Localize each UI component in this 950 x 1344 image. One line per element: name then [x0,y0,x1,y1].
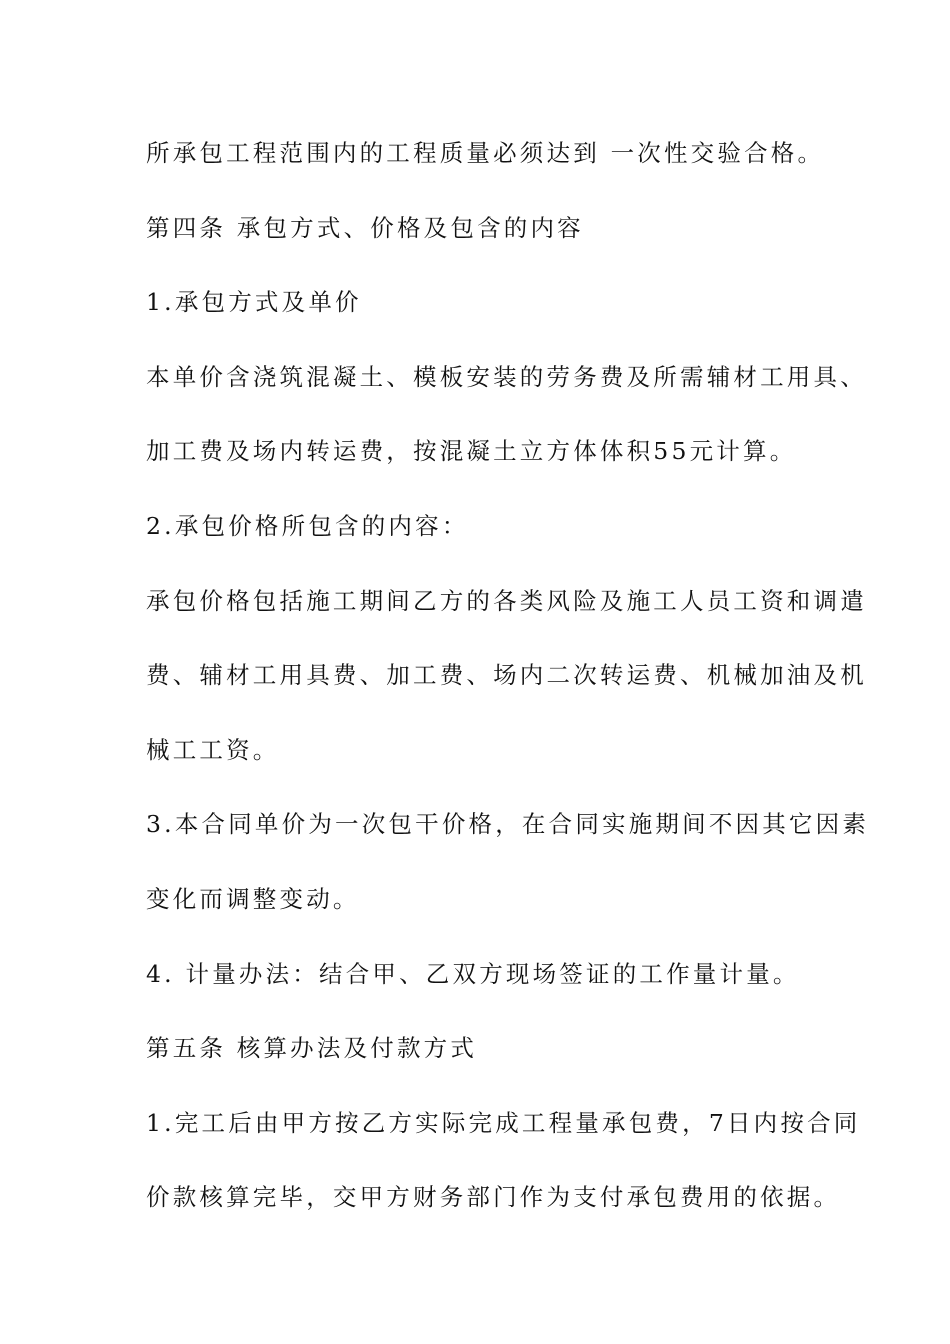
text-line: 价款核算完毕，交甲方财务部门作为支付承包费用的依据。 [146,1183,841,1212]
section-heading: 第四条 承包方式、价格及包含的内容 [146,213,584,242]
text-line: 承包价格包括施工期间乙方的各类风险及施工人员工资和调遣 [146,586,867,615]
text-line: 变化而调整变动。 [146,884,360,913]
document-body [146,131,870,1250]
text-line: 本单价含浇筑混凝土、模板安装的劳务费及所需辅材工用具、 [146,362,867,391]
text-line: 械工工资。 [146,735,280,764]
text-line: 费、辅材工用具费、加工费、场内二次转运费、机械加油及机 [146,661,867,690]
section-heading: 第五条 核算办法及付款方式 [146,1034,478,1063]
text-line: 加工费及场内转运费，按混凝土立方体体积55元计算。 [146,437,797,466]
text-line: 所承包工程范围内的工程质量必须达到 一次性交验合格。 [146,139,825,167]
subsection-heading: 2.承包价格所包含的内容： [146,511,469,540]
text-line: 1.完工后由甲方按乙方实际完成工程量承包费，7日内按合同 [146,1108,861,1137]
subsection-heading: 1.承包方式及单价 [146,288,362,317]
text-line: 4. 计量办法：结合甲、乙双方现场签证的工作量计量。 [146,959,800,988]
text-line: 3.本合同单价为一次包干价格，在合同实施期间不因其它因素 [146,810,870,839]
